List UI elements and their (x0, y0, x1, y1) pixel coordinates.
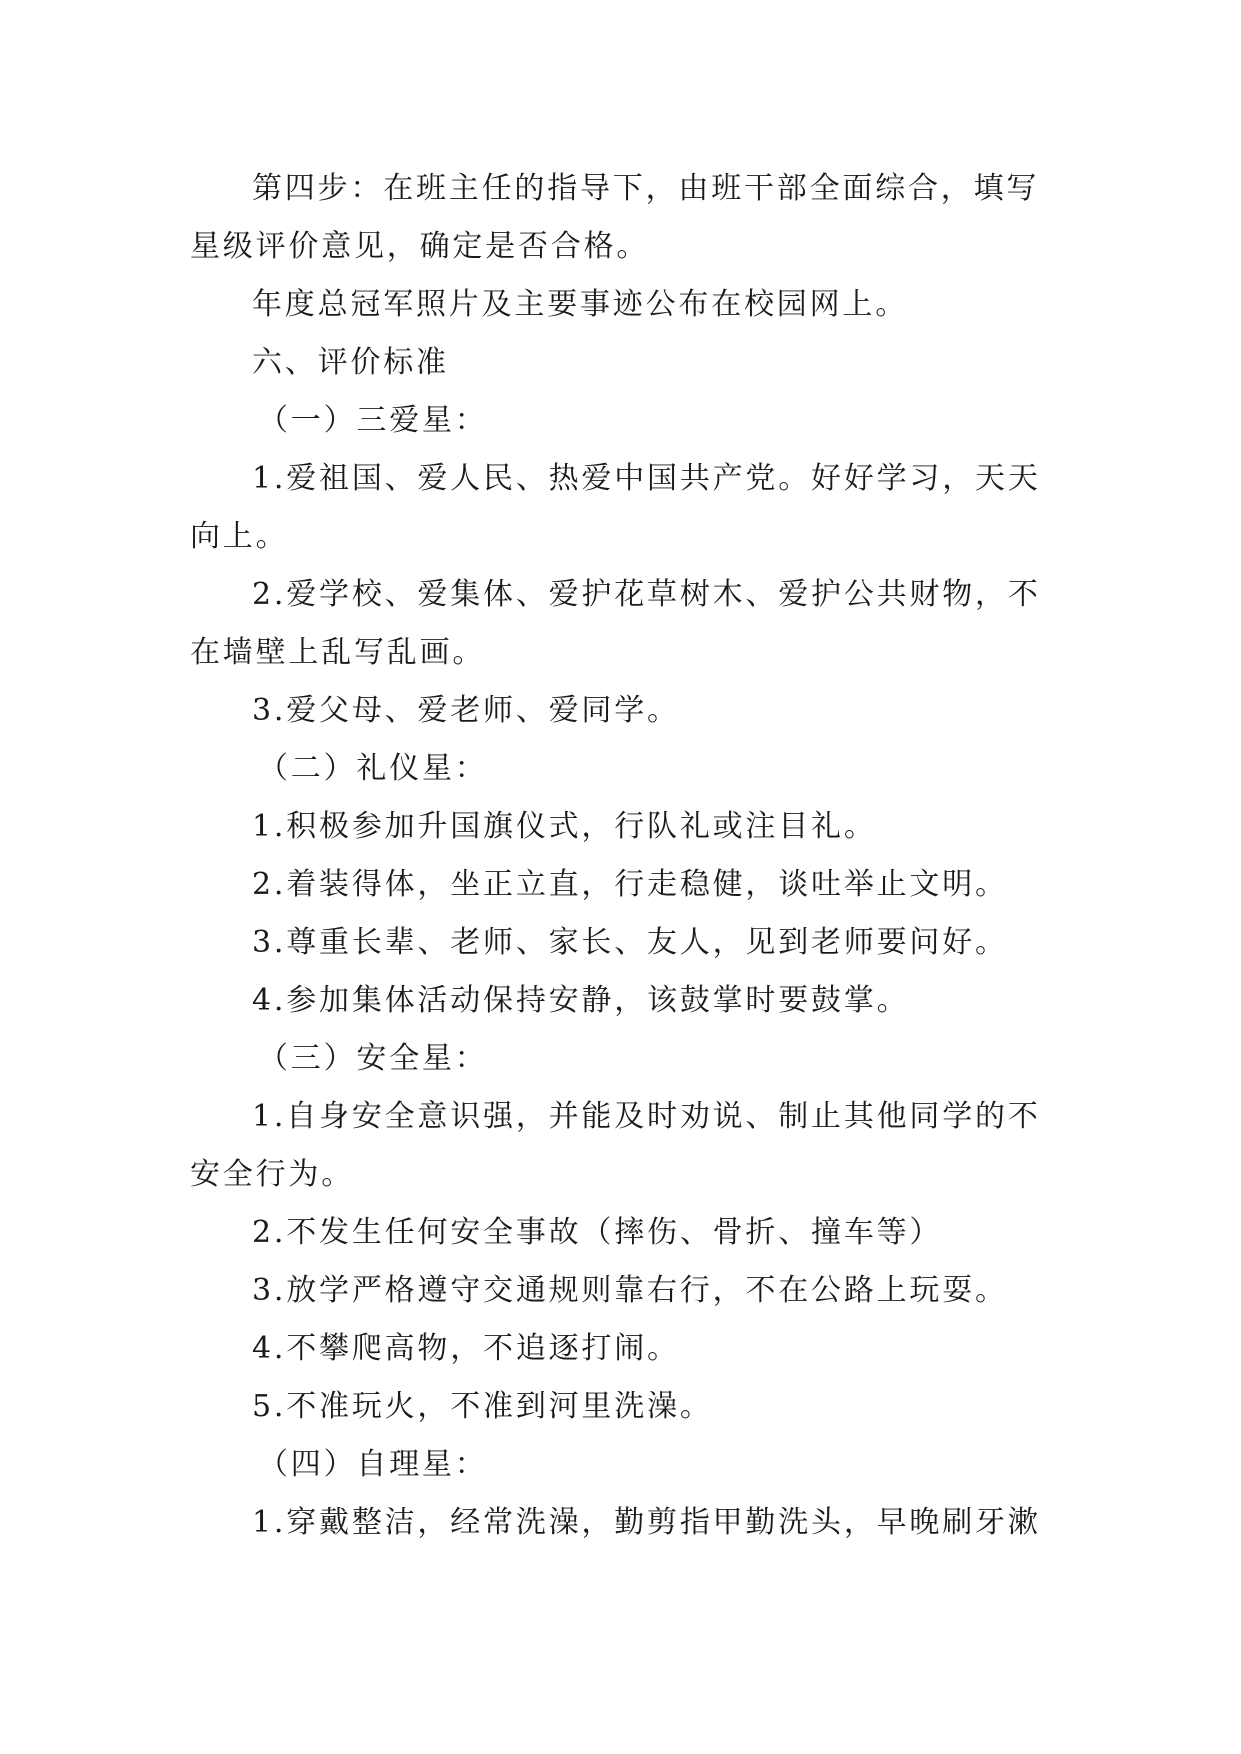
subsection-heading: （三）安全星： (258, 1041, 488, 1076)
list-item: 5.不准玩火，不准到河里洗澡。 (252, 1389, 713, 1424)
subsection-heading: （四）自理星： (258, 1447, 488, 1482)
list-item: 4.参加集体活动保持安静，该鼓掌时要鼓掌。 (252, 983, 910, 1018)
subsection-heading: （一）三爱星： (258, 403, 488, 438)
document-body (190, 160, 1052, 1552)
list-item: 2.着装得体，坐正立直，行走稳健，谈吐举止文明。 (252, 867, 1008, 902)
list-item-continuation: 安全行为。 (190, 1157, 354, 1192)
list-item: 3.爱父母、爱老师、爱同学。 (252, 693, 680, 728)
list-item: 1.爱祖国、爱人民、热爱中国共产党。好好学习，天天 (252, 461, 1041, 496)
list-item: 4.不攀爬高物，不追逐打闹。 (252, 1331, 680, 1366)
list-item: 3.尊重长辈、老师、家长、友人，见到老师要问好。 (252, 925, 1008, 960)
paragraph-line: 第四步：在班主任的指导下，由班干部全面综合，填写 (252, 171, 1040, 206)
list-item: 1.积极参加升国旗仪式，行队礼或注目礼。 (252, 809, 877, 844)
list-item: 1.穿戴整洁，经常洗澡，勤剪指甲勤洗头，早晚刷牙漱 (252, 1505, 1041, 1540)
list-item-continuation: 向上。 (190, 519, 289, 554)
subsection-heading: （二）礼仪星： (258, 751, 488, 786)
list-item: 2.不发生任何安全事故（摔伤、骨折、撞车等） (252, 1215, 943, 1250)
list-item-continuation: 在墙壁上乱写乱画。 (190, 635, 486, 670)
section-heading: 六、评价标准 (252, 345, 449, 380)
list-item: 2.爱学校、爱集体、爱护花草树木、爱护公共财物，不 (252, 577, 1041, 612)
list-item: 3.放学严格遵守交通规则靠右行，不在公路上玩耍。 (252, 1273, 1008, 1308)
paragraph-line: 年度总冠军照片及主要事迹公布在校园网上。 (252, 287, 908, 322)
paragraph-line: 星级评价意见，确定是否合格。 (190, 229, 650, 264)
list-item: 1.自身安全意识强，并能及时劝说、制止其他同学的不 (252, 1099, 1041, 1134)
